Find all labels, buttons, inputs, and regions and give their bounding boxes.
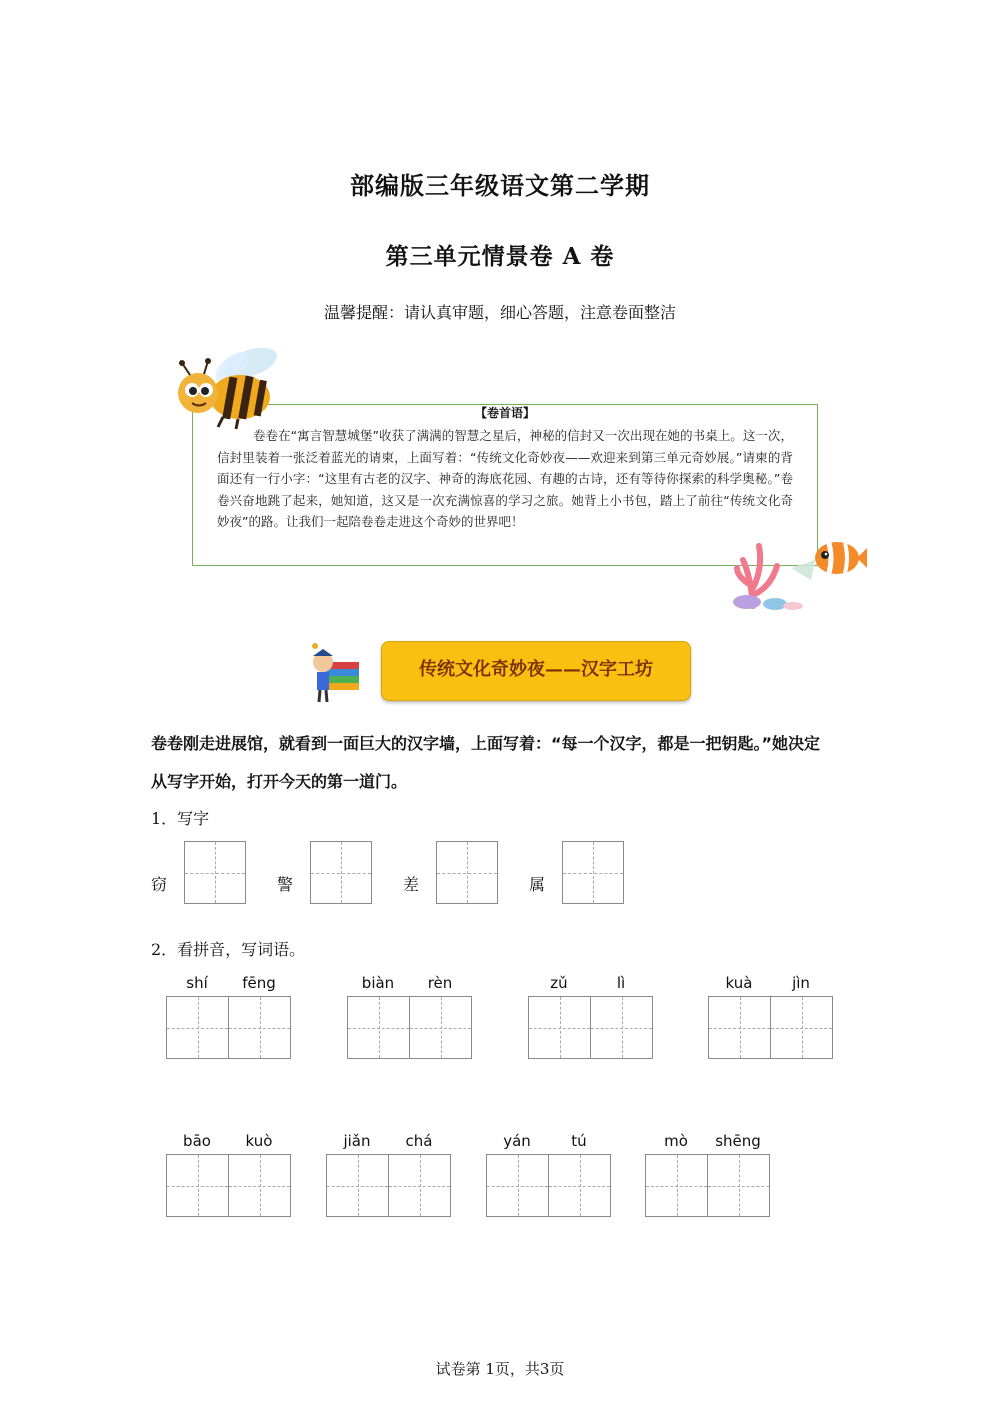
- kid-with-books-icon: [305, 640, 363, 706]
- preface-title: 【卷首语】: [474, 406, 535, 420]
- q1-char: 警: [277, 875, 294, 894]
- pinyin-label: fēng: [242, 974, 276, 992]
- section-intro: 卷卷刚走进展馆，就看到一面巨大的汉字墙，上面写着：“每一个汉字，都是一把钥匙。”她决定从写字开始，打开今天的第一道门。: [151, 734, 821, 791]
- writing-grid[interactable]: [486, 1154, 549, 1217]
- pinyin-label: kuà: [725, 974, 753, 992]
- section-banner-text: 传统文化奇妙夜——汉字工坊: [419, 659, 653, 680]
- writing-grid[interactable]: [645, 1154, 708, 1217]
- writing-grid[interactable]: [228, 1154, 291, 1217]
- page-subtitle: 第三单元情景卷 A 卷: [385, 243, 615, 270]
- writing-grid[interactable]: [528, 996, 591, 1059]
- writing-grid[interactable]: [409, 996, 472, 1059]
- writing-grid[interactable]: [770, 996, 833, 1059]
- coral-fish-icon: [733, 528, 868, 610]
- q2-label: 2．看拼音，写词语。: [151, 940, 306, 959]
- pinyin-label: chá: [405, 1132, 433, 1150]
- pinyin-label: tú: [571, 1132, 587, 1150]
- writing-grid[interactable]: [562, 841, 624, 904]
- q1-char: 差: [403, 875, 420, 894]
- writing-grid[interactable]: [590, 996, 653, 1059]
- writing-grid[interactable]: [310, 841, 372, 904]
- pinyin-label: jìn: [792, 974, 810, 992]
- writing-grid[interactable]: [548, 1154, 611, 1217]
- reminder-text: 温馨提醒：请认真审题，细心答题，注意卷面整洁: [323, 303, 676, 322]
- pinyin-label: bāo: [183, 1132, 211, 1150]
- preface-text: 卷卷在“寓言智慧城堡”收获了满满的智慧之星后，神秘的信封又一次出现在她的书桌上。这一次，信封里装着一张泛着蓝光的请柬，上面写着：“传统文化奇妙夜——欢迎来到第三单元奇妙展。”请柬的背面还有一行小字：“这里有古老的汉字、神奇的海底花园、有趣的古诗，还有等待你探索的科学奥秘。”卷卷兴奋地跳了起来，她知道，这又是一次充满惊喜的学习之旅。她背上小书包，踏上了前往“传统文化奇妙夜”的路。让我们一起陪卷卷走进这个奇妙的世界吧！: [217, 428, 793, 530]
- pinyin-label: zǔ: [550, 974, 568, 992]
- writing-grid[interactable]: [388, 1154, 451, 1217]
- writing-grid[interactable]: [166, 996, 229, 1059]
- writing-grid[interactable]: [184, 841, 246, 904]
- writing-grid[interactable]: [707, 1154, 770, 1217]
- writing-grid[interactable]: [166, 1154, 229, 1217]
- writing-grid[interactable]: [347, 996, 410, 1059]
- pinyin-label: jiǎn: [343, 1132, 371, 1150]
- writing-grid[interactable]: [326, 1154, 389, 1217]
- pinyin-label: lì: [616, 974, 626, 992]
- pinyin-label: shí: [186, 974, 208, 992]
- pinyin-label: mò: [664, 1132, 688, 1150]
- pinyin-label: shēng: [715, 1132, 761, 1150]
- writing-grid[interactable]: [708, 996, 771, 1059]
- page-title: 部编版三年级语文第二学期: [350, 171, 650, 200]
- pinyin-label: kuò: [245, 1132, 273, 1150]
- pinyin-label: yán: [503, 1132, 531, 1150]
- bee-icon: [168, 345, 286, 430]
- pinyin-label: biàn: [361, 974, 395, 992]
- pinyin-label: rèn: [427, 974, 453, 992]
- q1-label: 1．写字: [151, 809, 210, 828]
- q1-char: 窃: [151, 875, 168, 894]
- page-footer: 试卷第 1页，共3页: [435, 1360, 565, 1378]
- writing-grid[interactable]: [228, 996, 291, 1059]
- writing-grid[interactable]: [436, 841, 498, 904]
- q1-char: 属: [529, 875, 546, 894]
